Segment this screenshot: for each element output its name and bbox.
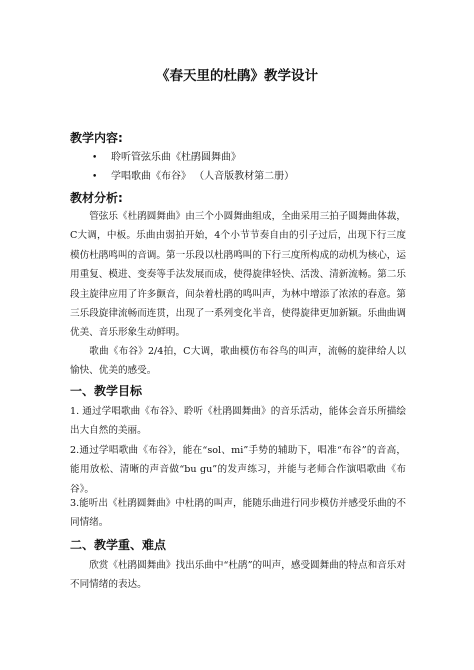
keypoints-paragraph: 欣赏《杜鹃圆舞曲》找出乐曲中“杜鹃”的叫声，感受圆舞曲的特点和音乐对不同情绪的表达。 — [70, 560, 406, 591]
bullet-icon: • — [92, 172, 98, 182]
goal-item-2: 2.通过学唱歌曲《布谷》，能在“sol、mi”手势的辅助下，唱准“布谷”的音高，能用放松、清晰的声音做“bu gu”的发声练习，并能与老师合作演唱歌曲《布谷》。 — [70, 445, 406, 495]
list-item-text: 学唱歌曲《布谷》 （人音版教材第二册） — [111, 171, 295, 182]
analysis-paragraph-1: 管弦乐《杜鹃圆舞曲》由三个小圆舞曲组成，全曲采用三拍子圆舞曲体裁，C大调，中板。乐曲由弱拍开始，4个小节节奏自由的引子过后，出现下行三度模仿杜鹃鸣叫的音调。第一乐段以杜鹃鸣叫的下行三度所构成的动机为核心，运用重复、模进、变奏等手法发展而成，使得旋律轻快、活泼、清新流畅。第二乐段主旋律应用了许多颤音，间杂着杜鹃的鸣叫声，为林中增添了浓浓的春意。第三乐段旋律流畅而连贯，出现了一系列变化半音，使得旋律更加新颖。乐曲曲调优美、音乐形象生动鲜明。 — [70, 211, 406, 339]
analysis-paragraph-2: 歌曲《布谷》2/4拍，C大调，歌曲模仿布谷鸟的叫声，流畅的旋律给人以愉快、优美的感受。 — [70, 346, 406, 377]
section-heading-analysis: 教材分析: — [70, 191, 123, 205]
goal-item-1: 1. 通过学唱歌曲《布谷》、聆听《杜鹃圆舞曲》的音乐活动，能体会音乐所描绘出大自然的美丽。 — [70, 406, 406, 437]
section-heading-goals: 一、教学目标 — [70, 384, 143, 398]
bullet-icon: • — [92, 153, 98, 163]
goal-item-3: 3.能听出《杜鹃圆舞曲》中杜鹃的叫声，能随乐曲进行同步模仿并感受乐曲的不同情绪。 — [70, 498, 406, 529]
document-title: 《春天里的杜鹃》教学设计 — [156, 68, 318, 84]
section-heading-keypoints: 二、教学重、难点 — [70, 538, 167, 552]
list-item-text: 聆听管弦乐曲《杜鹃圆舞曲》 — [111, 152, 241, 163]
section-heading-content: 教学内容: — [70, 131, 123, 145]
